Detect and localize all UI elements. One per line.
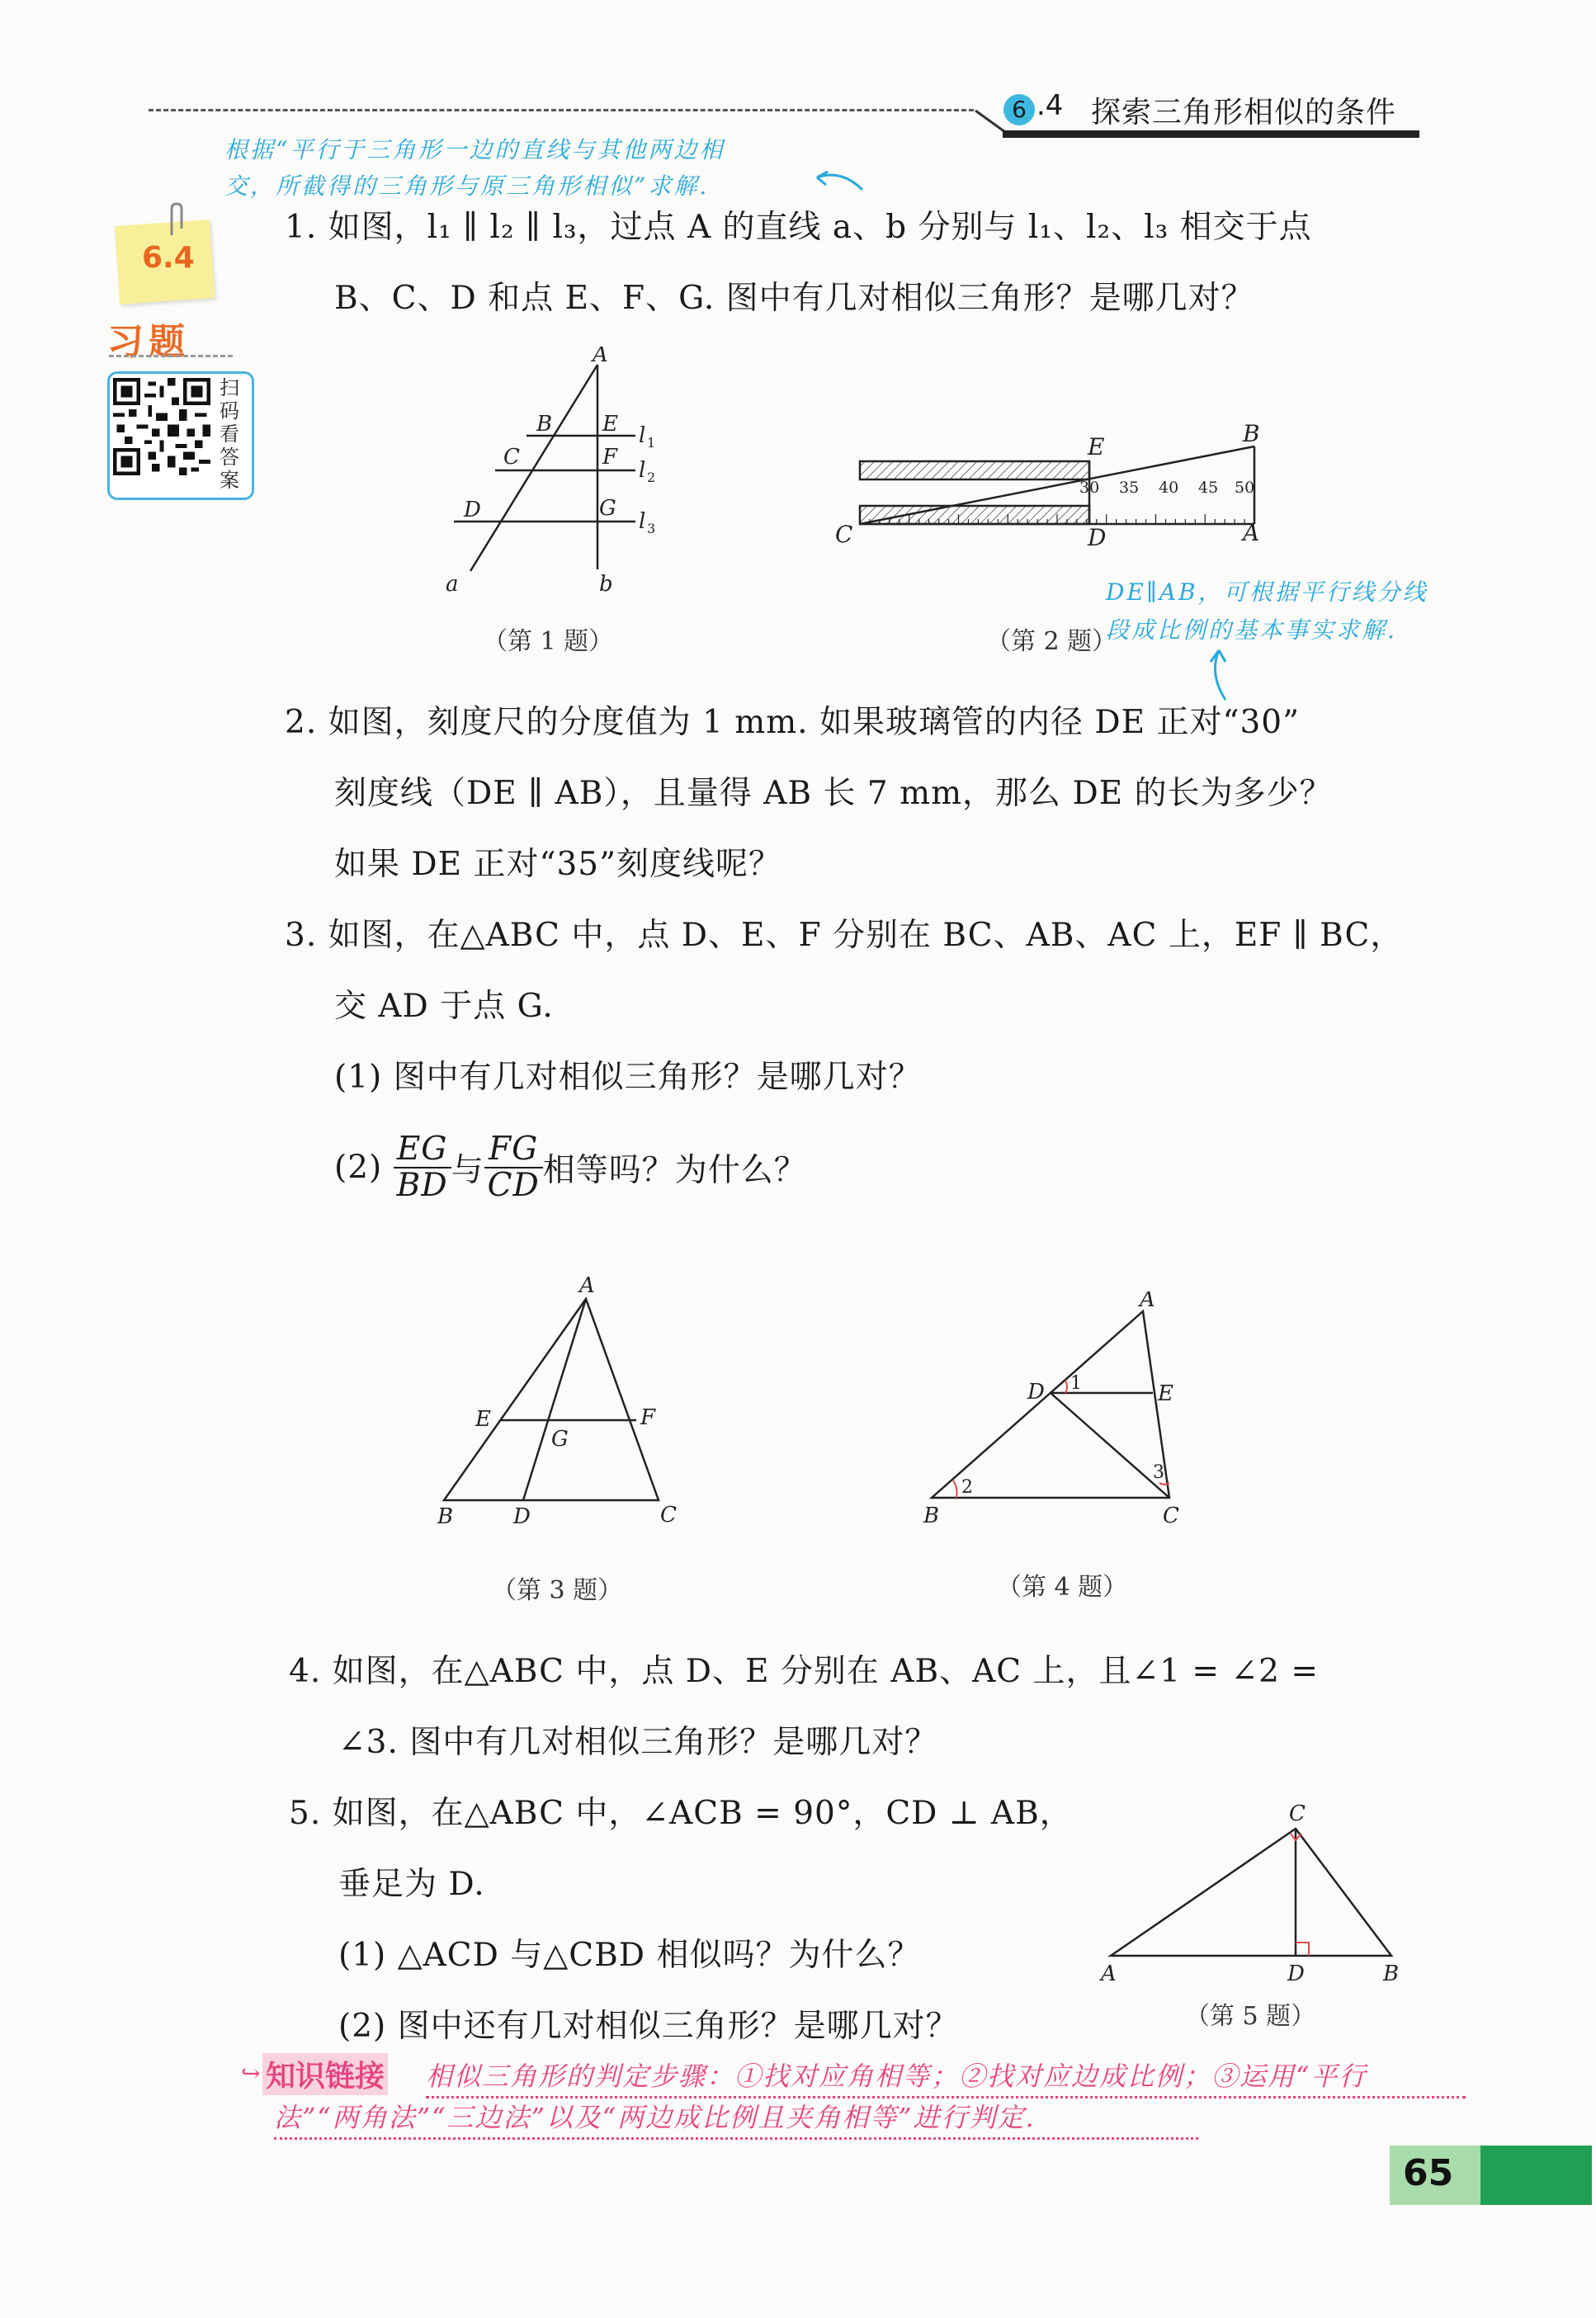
figure-4 <box>912 1291 1209 1539</box>
header-rule <box>1003 130 1419 138</box>
label-E: E <box>1158 1381 1173 1406</box>
angle-3-mark <box>1159 1483 1169 1485</box>
knowledge-title: 知识链接 <box>262 2053 388 2095</box>
label-B: B <box>437 1504 454 1529</box>
qr-code-icon[interactable] <box>113 378 210 475</box>
label-C: C <box>503 445 520 470</box>
tick-label-50: 50 <box>1235 479 1255 497</box>
paperclip-icon <box>165 202 185 238</box>
label-A: A <box>1243 519 1260 546</box>
line-a <box>470 365 597 571</box>
fraction-denominator: BD <box>396 1167 448 1204</box>
knowledge-line2: 法”“两角法”“三边法”以及“两边成比例且夹角相等”进行判定. <box>274 2102 1036 2133</box>
question-3-sub2 <box>334 1132 807 1203</box>
exercise-label: 习题 <box>107 321 190 363</box>
note-arrow-icon <box>813 165 871 198</box>
angle-2-label: 2 <box>961 1477 973 1498</box>
label-b: b <box>599 572 613 597</box>
label-B: B <box>1383 1962 1400 1986</box>
question-1-line2: B、C、D 和点 E、F、G. 图中有几对相似三角形？是哪几对？ <box>334 280 1254 317</box>
fraction-fg-cd <box>484 1132 543 1203</box>
label-F: F <box>640 1405 656 1430</box>
label-C: C <box>1289 1801 1306 1826</box>
angle-3-label: 3 <box>1153 1462 1164 1483</box>
fraction-numerator: FG <box>484 1132 543 1168</box>
label-G: G <box>599 496 616 521</box>
figure-4-caption: （第 4 题） <box>997 1573 1128 1602</box>
label-E: E <box>1088 433 1105 460</box>
label-A: A <box>593 347 608 367</box>
label-B: B <box>923 1504 940 1528</box>
label-C: C <box>1163 1504 1179 1528</box>
question-4-line2: ∠3. 图中有几对相似三角形？是哪几对？ <box>338 1724 938 1761</box>
angle-2-mark <box>953 1480 957 1498</box>
label-l3: l <box>639 509 646 534</box>
figure-3-caption: （第 3 题） <box>492 1576 623 1605</box>
knowledge-underline <box>274 2137 1198 2140</box>
label-a: a <box>446 572 459 597</box>
figure-2-caption: （第 2 题） <box>986 627 1117 656</box>
question-2-line2: 刻度线（DE ∥ AB），且量得 AB 长 7 mm，那么 DE 的长为多少？ <box>334 775 1333 812</box>
tick-label-40: 40 <box>1159 479 1179 497</box>
figure-5 <box>1089 1791 1419 1997</box>
figure-3 <box>429 1271 693 1535</box>
label-E: E <box>602 412 618 437</box>
label-C: C <box>660 1503 677 1527</box>
figure-5-caption: （第 5 题） <box>1185 2002 1316 2031</box>
knowledge-link-icon: ↪ <box>241 2060 261 2087</box>
label-B: B <box>536 412 553 437</box>
sub2-suffix: 相等吗？为什么？ <box>542 1152 807 1189</box>
figure-1-caption: （第 1 题） <box>483 627 614 656</box>
label-D: D <box>1287 1962 1305 1986</box>
qr-char: 看 <box>220 423 239 446</box>
label-G: G <box>551 1427 569 1452</box>
question-4-line1: 4. 如图，在△ABC 中，点 D、E 分别在 AB、AC 上，且∠1 = ∠2 = <box>289 1653 1320 1690</box>
knowledge-underline <box>426 2096 1466 2098</box>
side-note-1-line1: 根据“平行于三角形一边的直线与其他两边相 <box>224 136 725 163</box>
label-l3-sub: 3 <box>647 521 656 536</box>
question-3-sub1: (1) 图中有几对相似三角形？是哪几对？ <box>334 1059 922 1096</box>
side-note-2-line1: DE∥AB，可根据平行线分线 <box>1106 578 1428 606</box>
question-5-sub1: (1) △ACD 与△CBD 相似吗？为什么？ <box>338 1937 921 1974</box>
qr-caption <box>218 376 241 492</box>
glass-tube <box>860 461 1089 524</box>
page-number: 65 <box>1403 2152 1454 2194</box>
question-5-line1: 5. 如图，在△ABC 中，∠ACB = 90°，CD ⊥ AB， <box>289 1795 1073 1832</box>
label-C: C <box>835 521 853 548</box>
label-D: D <box>1027 1380 1045 1404</box>
figure-2 <box>825 417 1287 557</box>
question-5-sub2: (2) 图中还有几对相似三角形？是哪几对？ <box>338 2008 959 2045</box>
tick-label-35: 35 <box>1119 479 1140 497</box>
label-l2: l <box>639 458 646 483</box>
label-l2-sub: 2 <box>647 470 656 485</box>
tick-label-45: 45 <box>1198 479 1219 497</box>
question-5-line2: 垂足为 D. <box>338 1866 485 1903</box>
figure-1 <box>429 347 693 611</box>
tick-label-30: 30 <box>1079 479 1100 497</box>
side-note-1-line2: 交，所截得的三角形与原三角形相似”求解. <box>224 172 710 200</box>
question-3-line1: 3. 如图，在△ABC 中，点 D、E、F 分别在 BC、AB、AC 上，EF ∥ BC， <box>285 917 1404 954</box>
label-D: D <box>513 1504 531 1529</box>
label-E: E <box>475 1407 491 1432</box>
label-D: D <box>1088 524 1107 551</box>
question-2-line1: 2. 如图，刻度尺的分度值为 1 mm. 如果玻璃管的内径 DE 正对“30” <box>285 704 1301 741</box>
question-1-line1: 1. 如图，l₁ ∥ l₂ ∥ l₃，过点 A 的直线 a、b 分别与 l₁、l₂、l₃ 相交于点 <box>285 209 1312 246</box>
label-B: B <box>1243 420 1260 447</box>
section-number-badge: 6 <box>1003 94 1035 125</box>
section-number-rest: .4 <box>1036 89 1064 122</box>
note-arrow-icon <box>1201 645 1242 703</box>
label-A: A <box>579 1273 595 1298</box>
header-dashed-line <box>149 109 974 111</box>
fraction-denominator: CD <box>487 1167 540 1204</box>
qr-char: 案 <box>220 469 239 492</box>
knowledge-line1: 相似三角形的判定步骤：①找对应角相等；②找对应边成比例；③运用“平行 <box>426 2061 1367 2092</box>
qr-char: 答 <box>220 446 239 469</box>
sub2-mid: 与 <box>451 1152 484 1189</box>
angle-1-mark <box>1065 1381 1067 1393</box>
label-l1: l <box>639 423 646 448</box>
label-D: D <box>464 498 481 522</box>
question-2-line3: 如果 DE 正对“35”刻度线呢？ <box>334 846 782 883</box>
section-title: 探索三角形相似的条件 <box>1091 96 1397 130</box>
qr-char: 扫 <box>220 376 239 399</box>
sub2-prefix: (2) <box>334 1149 383 1187</box>
label-F: F <box>602 445 618 470</box>
label-A: A <box>1101 1962 1117 1986</box>
label-l1-sub: 1 <box>647 435 656 451</box>
side-note-2-line2: 段成比例的基本事实求解. <box>1106 616 1397 644</box>
right-angle-mark <box>1296 1943 1309 1956</box>
exercise-underline <box>109 355 233 357</box>
qr-char: 码 <box>220 399 239 423</box>
fraction-numerator: EG <box>394 1132 451 1168</box>
sticky-section-number: 6.4 <box>142 241 195 275</box>
question-3-line2: 交 AD 于点 G. <box>334 988 554 1025</box>
label-A: A <box>1140 1291 1155 1312</box>
angle-1-label: 1 <box>1070 1373 1082 1394</box>
fraction-eg-bd <box>394 1132 451 1203</box>
